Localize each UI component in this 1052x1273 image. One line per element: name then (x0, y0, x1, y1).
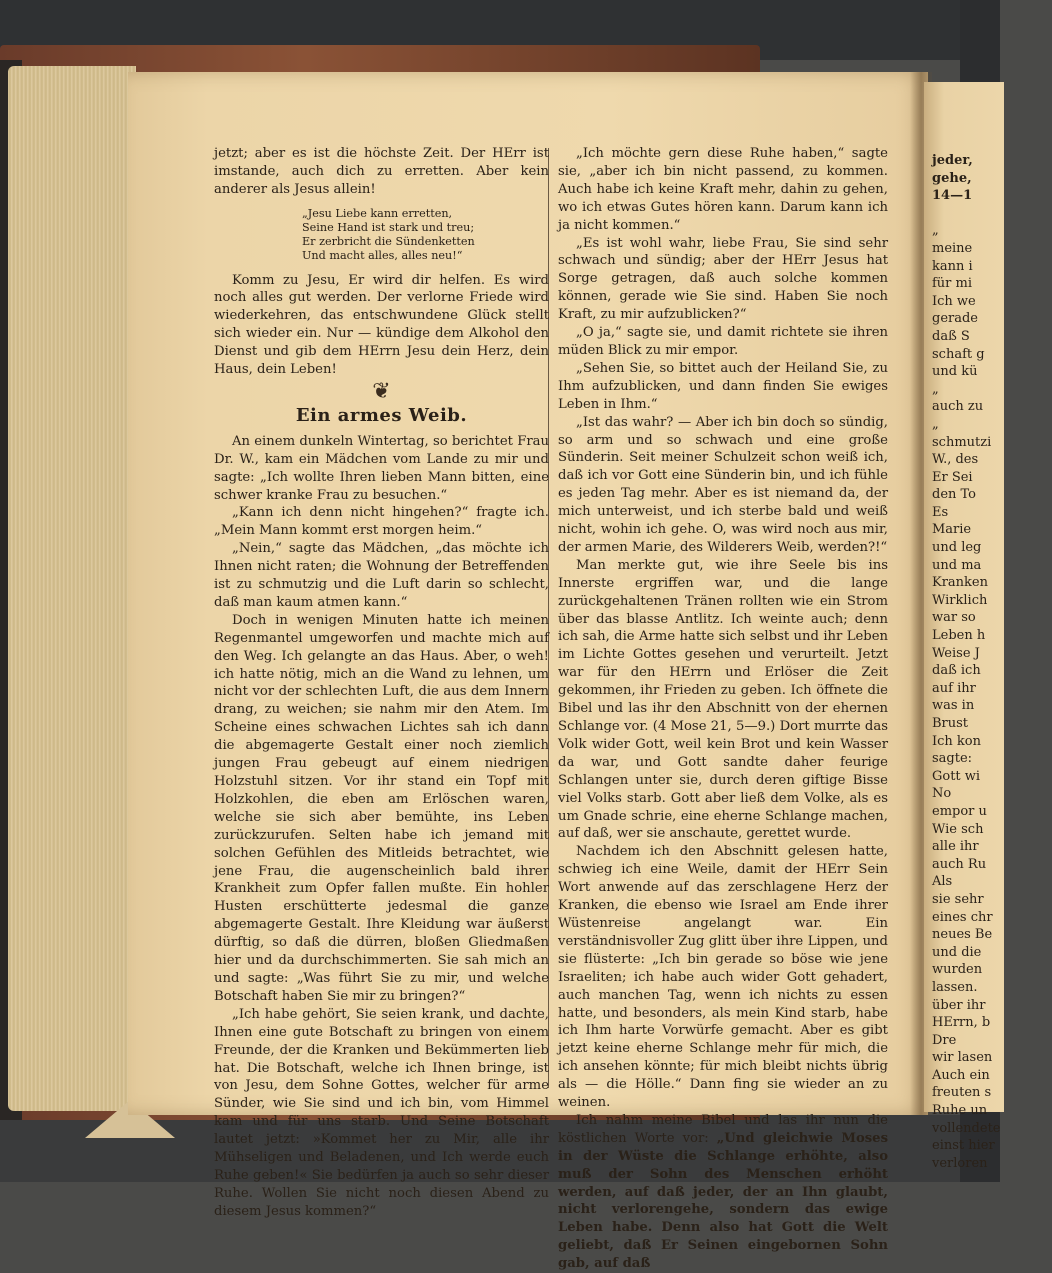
facing-page-line: und kü (932, 364, 978, 380)
facing-page-line: alle ihr (932, 839, 979, 855)
facing-page-line: Kranken (932, 575, 988, 591)
facing-page-line: schmutzi (932, 434, 992, 450)
facing-page-line: empor u (932, 803, 987, 819)
facing-page-line: Es (932, 504, 949, 520)
facing-page-line: meine (932, 240, 973, 256)
bible-quote: „Und gleichwie Moses in der Wüste die Schlange erhöhte, also muß der Sohn des Menschen erhöht werden, auf daß jeder, der an Ihn glaubt, nicht verlorengehe, sondern das ewige Leben habe. Denn also hat Gott die Welt geliebt, daß Er Seinen eingebornen Sohn gab, auf daß (558, 1130, 888, 1272)
facing-page-line: Ich kon (932, 733, 981, 749)
facing-page-line (932, 205, 1052, 223)
facing-page-line: eines chr (932, 909, 993, 925)
facing-page-line: daß S (932, 328, 970, 344)
facing-page-line: Auch ein (932, 1067, 990, 1083)
facing-page-line: „ (932, 381, 939, 397)
facing-page-line: und ma (932, 557, 982, 573)
paragraph: „Sehen Sie, so bittet auch der Heiland Sie, zu Ihm aufzublicken, und dann finden Sie ewiges Leben in Ihm.“ (558, 360, 888, 412)
facing-page-text (932, 152, 1052, 1172)
facing-page-line: auch Ru (932, 856, 987, 872)
facing-page-line: einst hier (932, 1138, 995, 1154)
facing-page-line: und die (932, 944, 982, 960)
ornament-icon: ❦ (372, 378, 391, 404)
facing-page-line: Weise J (932, 645, 980, 661)
paragraph: Komm zu Jesu, Er wird dir helfen. Es wird noch alles gut werden. Der verlorne Friede wird wiederkehren, das entschwundene Glück stellt sich wieder ein. Nur — kündige dem Alkohol den Dienst und gib dem HErrn Jesu dein Herz, dein Haus, dein Leben! (214, 272, 549, 378)
facing-page-line: Als (932, 874, 953, 890)
poem-line: Und macht alles, alles neu!“ (302, 249, 463, 263)
facing-page-line: No (932, 786, 952, 802)
facing-page-line: neues Be (932, 927, 993, 943)
facing-page-line: Dre (932, 1032, 957, 1048)
poem (302, 207, 549, 264)
paragraph: „Ist das wahr? — Aber ich bin doch so sündig, so arm und so schwach und eine große Sünderin. Seit meiner Schulzeit schon weiß ich, daß ich vor Gott eine Sünderin bin, und ich fühle es jeden Tag mehr. Aber es ist niemand da, der mich unterweist, und ich sterbe bald und weiß nicht, wohin ich gehe. O, was wird noch aus mir, der armen Marie, des Wilderers Weib, werden?!“ (558, 414, 888, 555)
paragraph: „O ja,“ sagte sie, und damit richtete sie ihren müden Blick zu mir empor. (558, 325, 888, 358)
paragraph: „Es ist wohl wahr, liebe Frau, Sie sind sehr schwach und sündig; aber der HErr Jesus hat Sorge getragen, daß auch solche kommen können, gerade wie Sie sind. Haben Sie noch Kraft, zu mir aufzublicken?“ (558, 235, 888, 323)
facing-page-line: Er Sei (932, 469, 973, 485)
facing-page-line: Wie sch (932, 821, 984, 837)
facing-page-line: lassen. (932, 979, 978, 995)
facing-page-line: was in (932, 698, 975, 714)
facing-page-line: Ruhe un (932, 1103, 988, 1119)
facing-page-line: gehe, (932, 170, 972, 186)
facing-page-line: für mi (932, 276, 973, 292)
facing-page-line: 14—1 (932, 188, 973, 204)
poem-line: „Jesu Liebe kann erretten, (302, 206, 453, 220)
facing-page-line: sagte: (932, 751, 973, 767)
paragraph: An einem dunkeln Wintertag, so berichtet Frau Dr. W., kam ein Mädchen vom Lande zu mir und sagte: „Ich wollte Ihren lieben Mann bitten, eine schwer kranke Frau zu besuchen.“ (214, 433, 549, 503)
paragraph: „Nein,“ sagte das Mädchen, „das möchte ich Ihnen nicht raten; die Wohnung der Betreffenden ist zu schmutzig und die Luft darin so schlecht, daß man kaum atmen kann.“ (214, 541, 549, 610)
facing-page-line: „ (932, 223, 939, 239)
facing-page-line: auf ihr (932, 680, 976, 696)
facing-page-line: den To (932, 487, 977, 503)
article-heading: Ein armes Weib. (295, 404, 468, 426)
facing-page-line: HErrn, b (932, 1015, 991, 1031)
page-stack-edge (8, 66, 136, 1111)
facing-page-line: kann i (932, 258, 973, 274)
facing-page-line: Leben h (932, 628, 986, 644)
facing-page-line: auch zu (932, 399, 984, 415)
paragraph: „Ich habe gehört, Sie seien krank, und dachte, Ihnen eine gute Botschaft zu bringen von einem Freunde, der die Kranken und Bekümmerten lieb hat. Die Botschaft, welche ich Ihnen bringe, ist von Jesu, dem Sohne Gottes, welcher für arme Sünder, wie Sie sind und ich bin, vom Himmel kam und für uns starb. Und Seine Botschaft lautet jetzt: »Kommet her zu Mir, alle ihr Mühseligen und Beladenen, und Ich werde euch Ruhe geben!« Sie bedürfen ja auch so sehr dieser Ruhe. Wollen Sie nicht noch diesen Abend zu diesem Jesus kommen?“ (214, 1006, 549, 1219)
facing-page-line: wir lasen (932, 1050, 993, 1066)
facing-page-line: wurden (932, 962, 983, 978)
facing-page (924, 82, 1004, 1171)
facing-page-line: „ (932, 416, 939, 432)
facing-page-line: vollendete (932, 1120, 1001, 1136)
facing-page-line: freuten s (932, 1085, 992, 1101)
intro-paragraph: jetzt; aber es ist die höchste Zeit. Der HErr ist imstande, auch dich zu erretten. Aber kein anderer als Jesus allein! (214, 146, 549, 197)
facing-page-line: über ihr (932, 997, 986, 1013)
paragraph: Nachdem ich den Abschnitt gelesen hatte, schwieg ich eine Weile, damit der HErr Sein Wort anwende auf das zerschlagene Herz der Kranken, die ebenso wie Israel am Ende ihrer Wüstenreise angelangt war. Ein verständnisvoller Zug glitt über ihre Lippen, und sie flüsterte: „Ich bin gerade so böse wie jene Israeliten; ich habe auch wider Gott gehadert, auch manchen Tag, wenn ich nichts zu essen hatte, und besonders, als mein Kind starb, habe ich Ihm harte Vorwürfe gemacht. Aber es gibt jetzt keine eherne Schlange mehr für mich, die ich ansehen könnte; für mich bleibt nichts übrig als — die Hölle.“ Dann fing sie wieder an zu weinen. (558, 844, 888, 1111)
right-column (558, 145, 888, 1272)
facing-page-line: Gott wi (932, 768, 981, 784)
facing-page-line: war so (932, 610, 976, 626)
facing-page-line: Marie (932, 522, 972, 538)
paragraph: „Ich möchte gern diese Ruhe haben,“ sagte sie, „aber ich bin nicht passend, zu kommen. Auch habe ich keine Kraft mehr, dahin zu gehen, wo ich etwas Gutes hören kann. Darum kann ich ja nicht kommen.“ (558, 146, 888, 233)
facing-page-line: Ich we (932, 293, 976, 309)
paragraph: Doch in wenigen Minuten hatte ich meinen Regenmantel umgeworfen und machte mich auf den Weg. Ich gelangte an das Haus. Aber, o weh! ich hatte nötig, mich an die Wand zu lehnen, um nicht vor der schlechten Luft, die aus dem Innern drang, zu weichen; sie nahm mir den Atem. Im Scheine eines schwachen Lichtes sah ich dann die abgemagerte Gestalt einer noch ziemlich jungen Frau gebeugt auf einem niedrigen Holzstuhl sitzen. Vor ihr stand ein Topf mit Holzkohlen, die eben am Erlöschen waren, welche sie sich aber bemühte, ins Leben zurückzurufen. Selten habe ich jemand mit solchen Gefühlen des Mitleids betrachtet, wie jene Frau, die augenscheinlich bald ihrer Krankheit zum Opfer fallen mußte. Ein hohler Husten erschütterte jedesmal die ganze abgemagerte Gestalt. Ihre Kleidung war äußerst dürftig, so daß die dürren, bloßen Gliedmaßen hier und da durchschimmerten. Sie sah mich an und sagte: „Was führt Sie zu mir, und welche Botschaft haben Sie mir zu bringen?“ (214, 612, 549, 1004)
facing-page-line: jeder, (932, 153, 973, 168)
paragraph-text: Ich nahm meine Bibel und las ihr nun die köstlichen Worte vor: (558, 1112, 888, 1146)
paragraph-last (558, 1112, 888, 1273)
facing-page-line: und leg (932, 540, 982, 556)
facing-page-line: daß ich (932, 663, 981, 679)
facing-page-line: gerade (932, 311, 978, 327)
paragraph: Man merkte gut, wie ihre Seele bis ins Innerste ergriffen war, und die lange zurückgehaltenen Tränen rollten wie ein Strom über das blasse Antlitz. Ich weinte auch; denn ich sah, die Arme hatte sich selbst und ihr Leben im Lichte Gottes gesehen und verurteilt. Jetzt war für den HErrn und Erlöser die Zeit gekommen, ihr Frieden zu geben. Ich öffnete die Bibel und las ihr den Abschnitt von der ehernen Schlange vor. (4 Mose 21, 5—9.) Dort murrte das Volk wider Gott, weil kein Brot und kein Wasser da war, und Gott sandte daher feurige Schlangen unter sie, durch deren giftige Bisse viel Volks starb. Gott aber ließ dem Volke, als es um Gnade schrie, eine eherne Schlange machen, auf daß, wer sie anschaute, gerettet wurde. (558, 557, 888, 842)
facing-page-line: W., des (932, 452, 979, 468)
facing-page-line: schaft g (932, 346, 985, 362)
paragraph: „Kann ich denn nicht hingehen?“ fragte ich. „Mein Mann kommt erst morgen heim.“ (214, 505, 549, 539)
facing-page-line: Wirklich (932, 592, 988, 608)
left-column (214, 145, 549, 1219)
facing-page-line: Brust (932, 716, 969, 731)
facing-page-line: verloren (932, 1155, 988, 1171)
facing-page-line: sie sehr (932, 891, 984, 907)
poem-line: Er zerbricht die Sündenketten (302, 235, 475, 249)
poem-line: Seine Hand ist stark und treu; (302, 220, 475, 234)
